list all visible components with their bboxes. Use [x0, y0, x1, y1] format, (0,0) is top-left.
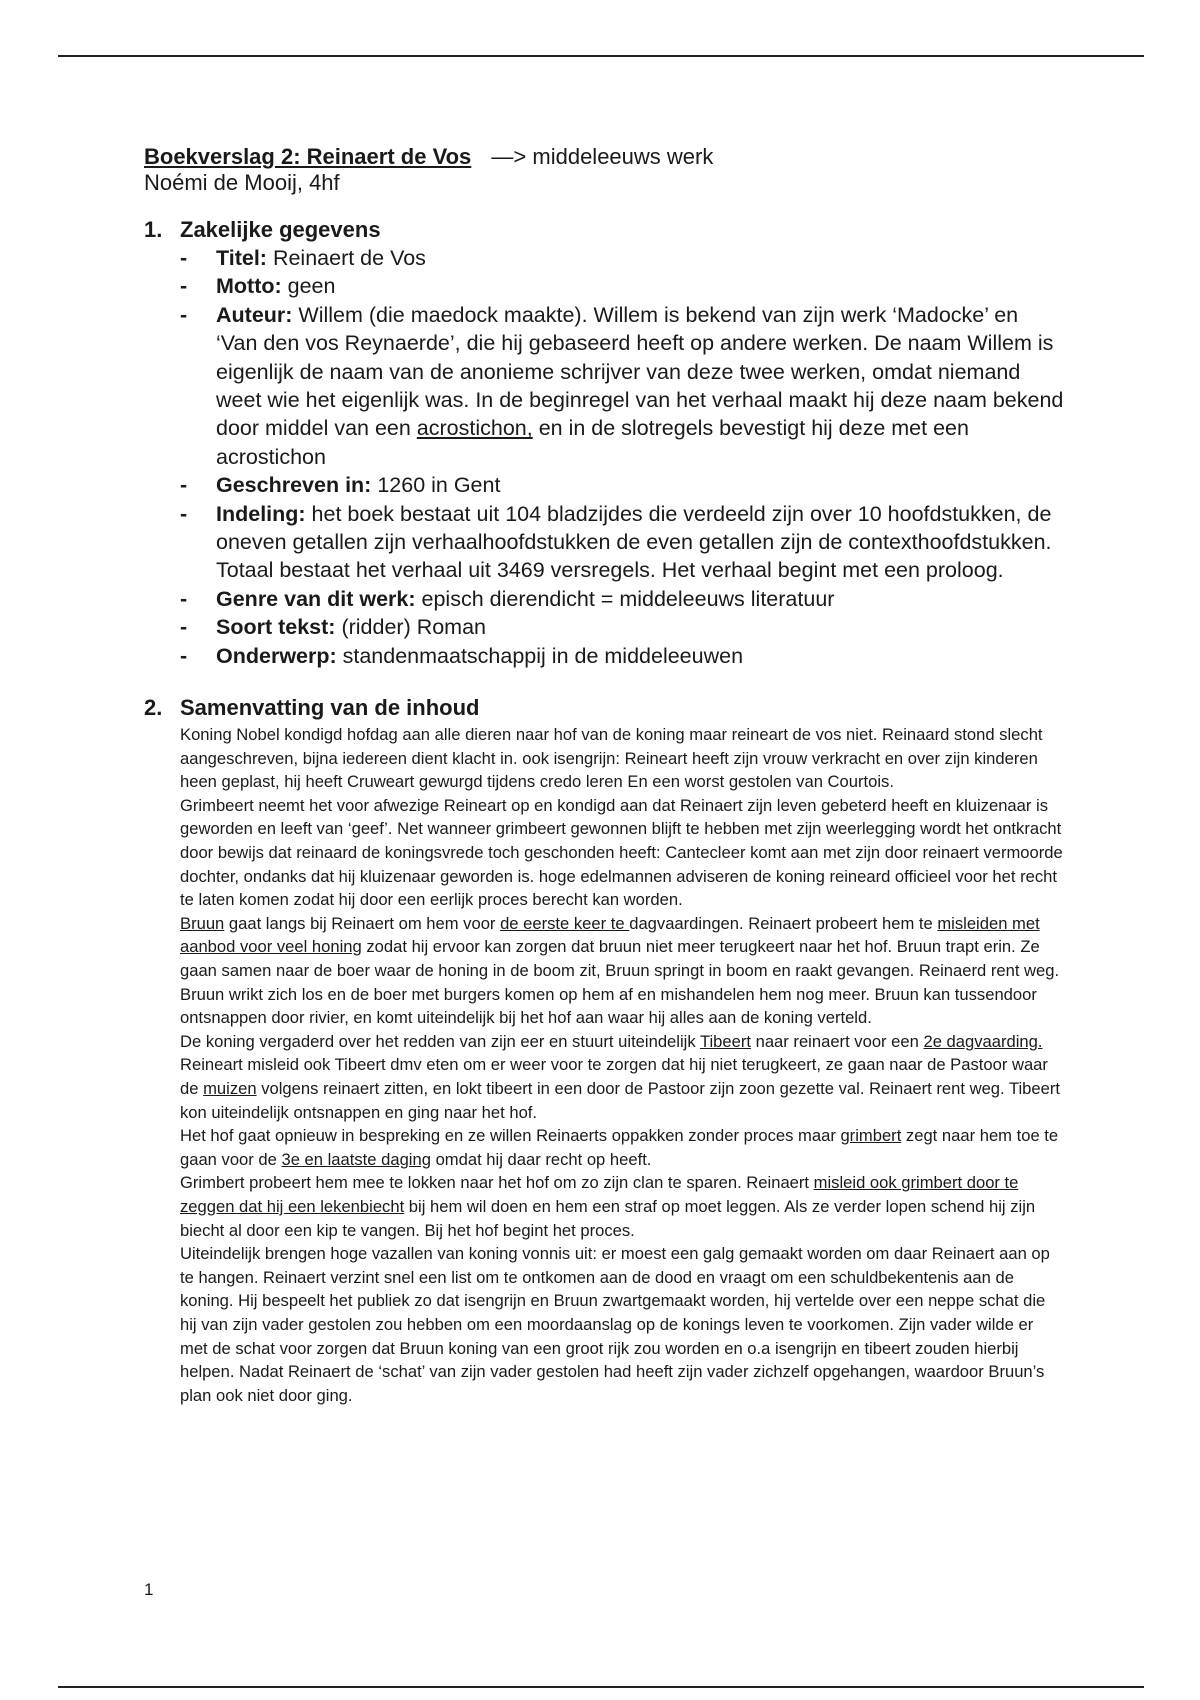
item-value: standenmaatschappij in de middeleeuwen	[336, 643, 744, 668]
dash-bullet: -	[180, 246, 188, 270]
underlined-phrase: misleid ook grimbert door te zeggen dat hij een lekenbiecht	[180, 1173, 1019, 1216]
text-run: volgens reinaert zitten, en lokt tibeert in een door de Pastoor zijn zoon gezette val. Reinaert rent weg. Tibeert kon uiteindelijk ontsnappen en ging naar het hof.	[180, 1079, 1060, 1122]
item-label: Genre van dit werk:	[216, 586, 416, 611]
item-label: Titel:	[216, 246, 267, 270]
author-line: Noémi de Mooij, 4hf	[144, 170, 340, 195]
section-heading-samenvatting	[144, 694, 1064, 722]
summary-paragraph: Grimbeert neemt het voor afwezige Reineart op en kondigd aan dat Reinaert zijn leven gebeterd heeft en kluizenaar is geworden en leeft van ‘geef’. Net wanneer grimbeert gewonnen blijft te hebben met zijn weerlegging wordt het ontkracht door bewijs dat reinaard de koningsvrede toch geschonden heeft: Cantecleer komt aan met zijn door reinaert vermoorde dochter, ondanks dat hij kluizenaar geworden is. hoge edelmannen adviseren de koning reineard officieel voor het recht te laten komen zodat hij door een eerlijk proces berecht kan worden.	[180, 795, 1063, 910]
item-value: 1260 in Gent	[371, 473, 501, 498]
text-run: dagvaardingen. Reinaert probeert hem te	[629, 913, 938, 933]
dash-bullet: -	[180, 473, 188, 498]
summary-text	[144, 723, 1064, 1407]
item-label: Indeling:	[216, 501, 306, 526]
underlined-phrase: Bruun	[180, 913, 225, 933]
underlined-phrase: misleiden met aanbod voor veel honing	[180, 913, 1040, 957]
item-label: Geschreven in:	[216, 473, 372, 498]
document-title: Boekverslag 2: Reinaert de Vos	[144, 144, 472, 169]
underlined-phrase: 2e dagvaarding.	[923, 1031, 1043, 1051]
item-value: episch dierendicht = middeleeuws literatuur	[415, 586, 835, 611]
list-item	[180, 500, 1064, 585]
list-item	[180, 301, 1064, 471]
list-item	[180, 471, 1064, 499]
text-run: omdat hij daar recht op heeft.	[430, 1149, 652, 1169]
text-run: De koning vergaderd over het redden van zijn eer en stuurt uiteindelijk	[180, 1031, 700, 1051]
text-run: Grimbert probeert hem mee te lokken naar het hof om zo zijn clan te sparen. Reinaert	[180, 1173, 814, 1193]
dash-bullet: -	[180, 274, 188, 299]
text-run: gaat langs bij Reinaert om hem voor	[224, 913, 501, 933]
facts-list	[144, 244, 1064, 670]
title-suffix: —> middeleeuws werk	[491, 144, 714, 169]
item-value: (ridder) Roman	[335, 615, 487, 640]
section-heading-zakelijke-gegevens	[144, 216, 1064, 244]
item-value: Reinaert de Vos	[266, 246, 426, 270]
dash-bullet: -	[180, 302, 188, 327]
top-rule	[58, 55, 1144, 57]
item-label: Soort tekst:	[216, 615, 336, 640]
page-number: 1	[144, 1580, 154, 1599]
dash-bullet: -	[180, 615, 188, 640]
summary-paragraph	[180, 1124, 1064, 1171]
document-body	[144, 144, 1064, 1407]
section-title: Samenvatting van de inhoud	[180, 695, 480, 721]
title-line	[144, 144, 1064, 170]
underlined-phrase: 3e en laatste daging	[281, 1149, 431, 1169]
text-run: naar reinaert voor een	[750, 1031, 924, 1051]
text-run: zegt naar hem toe te gaan voor de	[180, 1126, 1059, 1169]
text-run: Reineart misleid ook Tibeert dmv eten om er weer voor te zorgen dat hij niet terugkeert, ze gaan naar de Pastoor waar de	[180, 1055, 1048, 1098]
dash-bullet: -	[180, 643, 188, 668]
item-label: Auteur:	[216, 302, 293, 327]
underlined-phrase: Tibeert	[699, 1031, 751, 1051]
section-title: Zakelijke gegevens	[180, 217, 381, 242]
underlined-phrase: muizen	[203, 1079, 257, 1098]
text-run: Het hof gaat opnieuw in bespreking en ze willen Reinaerts oppakken zonder proces maar	[180, 1126, 841, 1146]
list-item	[180, 642, 1064, 670]
summary-paragraph: Koning Nobel kondigd hofdag aan alle dieren naar hof van de koning maar reineart de vos niet. Reinaard stond slecht aangeschreven, bijna iedereen dient klacht in. ook isengrijn: Reineart heeft zijn vrouw verkracht en over zijn kinderen heen geplast, hij heeft Cruweart gewurgd tijdens credo leren En een worst gestolen van Courtois.	[180, 725, 1043, 792]
underlined-phrase: grimbert	[840, 1126, 902, 1146]
summary-paragraph	[180, 912, 1064, 1030]
list-item	[180, 585, 1064, 613]
dash-bullet: -	[180, 586, 188, 611]
underlined-phrase: de eerste keer te	[500, 913, 630, 933]
bottom-rule	[58, 1686, 1144, 1688]
list-item	[180, 244, 1064, 272]
item-label: Onderwerp:	[216, 643, 337, 668]
summary-paragraph: Uiteindelijk brengen hoge vazallen van koning vonnis uit: er moest een galg gemaakt worden om daar Reinaert aan op te hangen. Reinaert verzint snel een list om te ontkomen aan de dood en vraagt om een schuldbekentenis aan de koning. Hij bespeelt het publiek zo dat isengrijn en Bruun zwartgemaakt worden, hij vertelde over een neppe schat die hij van zijn vader gestolen zou hebben om een moordaanslag op de konings leven te voorkomen. Zijn vader wilde er met de schat voor zorgen dat Bruun koning van een groot rijk zou worden en o.a isengrijn en tibeert zouden hierbij helpen. Nadat Reinaert de ‘schat’ van zijn vader gestolen had heeft zijn vader zichzelf opgehangen, waardoor Bruun’s plan ook niet door ging.	[180, 1244, 1050, 1405]
item-value: het boek bestaat uit 104 bladzijdes die verdeeld zijn over 10 hoofdstukken, de oneven getallen zijn verhaalhoofdstukken de even getallen zijn de contexthoofdstukken. Totaal bestaat het verhaal uit 3469 versregels. Het verhaal begint met een proloog.	[216, 501, 1052, 583]
item-value: geen	[281, 274, 336, 299]
list-item	[180, 272, 1064, 300]
list-item	[180, 613, 1064, 641]
summary-paragraph	[180, 1171, 1064, 1242]
section-number: 2.	[144, 695, 163, 721]
item-value-continued: en in de slotregels bevestigt hij deze met een acrostichon	[216, 416, 969, 469]
dash-bullet: -	[180, 501, 188, 526]
item-value: Willem (die maedock maakte). Willem is bekend van zijn werk ‘Madocke’ en ‘Van den vos Reynaerde’, die hij gebaseerd heeft op andere werken. De naam Willem is eigenlijk de naam van de anonieme schrijver van deze twee werken, omdat niemand weet wie het eigenlijk was. In de beginregel van het verhaal maakt hij deze naam bekend door middel van een	[216, 302, 1064, 441]
summary-paragraph	[180, 1030, 1064, 1124]
text-run: zodat hij ervoor kan zorgen dat bruun niet meer terugkeert naar het hof. Bruun trapt erin. Ze gaan samen naar de boer waar de honing in de boom zit, Bruun springt in boom en raakt gevangen. Reinaerd rent weg. Bruun wrikt zich los en de boer met burgers komen op hem af en mishandelen hem nog meer. Bruun kan tussendoor ontsnappen door rivier, en komt uiteindelijk bij het hof aan waar hij alles aan de koning verteld.	[180, 937, 1060, 1028]
underlined-term: acrostichon,	[416, 416, 533, 441]
section-number: 1.	[144, 217, 163, 242]
item-label: Motto:	[216, 274, 282, 299]
text-run: bij hem wil doen en hem een straf op moet leggen. Als ze verder lopen schend hij zijn biecht al door een kip te vangen. Bij het hof begint het proces.	[180, 1196, 1036, 1240]
